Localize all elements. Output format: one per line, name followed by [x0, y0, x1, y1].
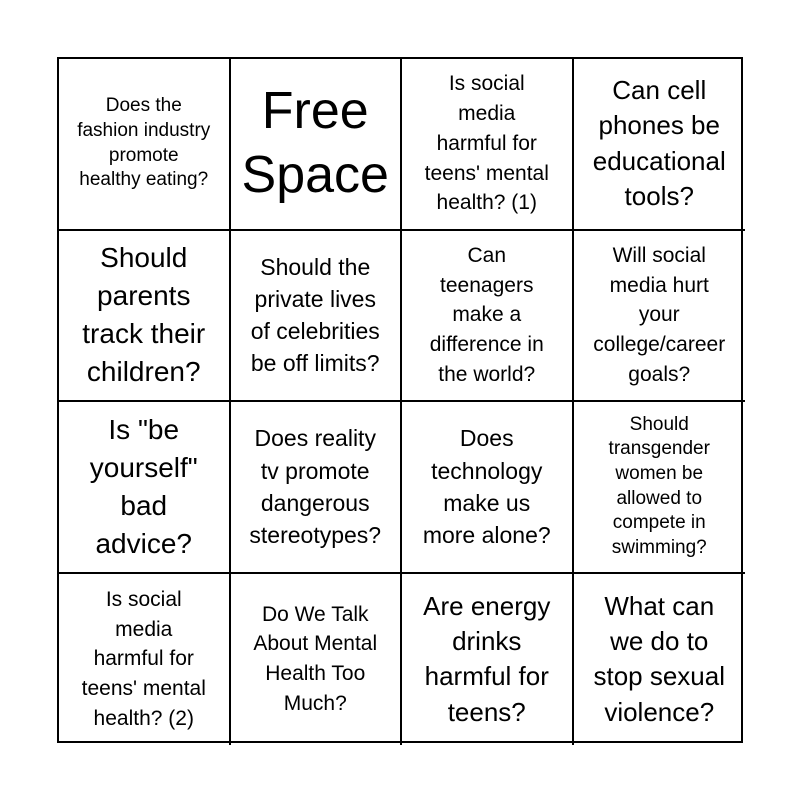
bingo-cell-r2c3[interactable] [402, 231, 574, 403]
cell-text: Are energy drinks harmful for teens? [423, 590, 551, 727]
bingo-cell-r2c4[interactable] [574, 231, 746, 403]
bingo-cell-r3c3[interactable] [402, 402, 574, 574]
bingo-cell-r4c4[interactable] [574, 574, 746, 746]
cell-text: Is social media harmful for teens' mental health? (1) [424, 72, 549, 215]
bingo-cell-r2c1[interactable] [59, 231, 231, 403]
bingo-cell-r3c1[interactable] [59, 402, 231, 574]
bingo-cell-r4c2[interactable] [231, 574, 403, 746]
cell-text: Does reality tv promote dangerous stereotypes? [249, 425, 382, 548]
cell-text: Do We Talk About Mental Health Too Much? [253, 602, 378, 716]
bingo-card [57, 57, 743, 743]
bingo-cell-r4c1[interactable] [59, 574, 231, 746]
cell-text: Will social media hurt your college/career goals? [593, 243, 726, 386]
bingo-cell-r1c3[interactable] [402, 59, 574, 231]
bingo-grid [59, 59, 745, 745]
cell-text: Is social media harmful for teens' mental health? (2) [81, 587, 206, 730]
cell-text: Does the fashion industry promote healthy eating? [77, 95, 211, 191]
bingo-cell-r3c4[interactable] [574, 402, 746, 574]
bingo-cell-r4c3[interactable] [402, 574, 574, 746]
free-space-text: Free Space [241, 82, 389, 204]
bingo-cell-r2c2[interactable] [231, 231, 403, 403]
cell-text: What can we do to stop sexual violence? [593, 590, 726, 727]
cell-text: Does technology make us more alone? [422, 425, 551, 548]
cell-text: Can cell phones be educational tools? [592, 75, 726, 212]
bingo-cell-r1c4[interactable] [574, 59, 746, 231]
cell-text: Can teenagers make a difference in the world? [429, 243, 544, 386]
cell-text: Is "be yourself" bad advice? [89, 413, 198, 559]
cell-text: Should parents track their children? [82, 242, 206, 388]
cell-text: Should transgender women be allowed to compete in swimming? [608, 413, 710, 559]
cell-text: Should the private lives of celebrities be off limits? [250, 253, 380, 377]
bingo-cell-free-space[interactable] [231, 59, 403, 231]
bingo-cell-r1c1[interactable] [59, 59, 231, 231]
bingo-cell-r3c2[interactable] [231, 402, 403, 574]
